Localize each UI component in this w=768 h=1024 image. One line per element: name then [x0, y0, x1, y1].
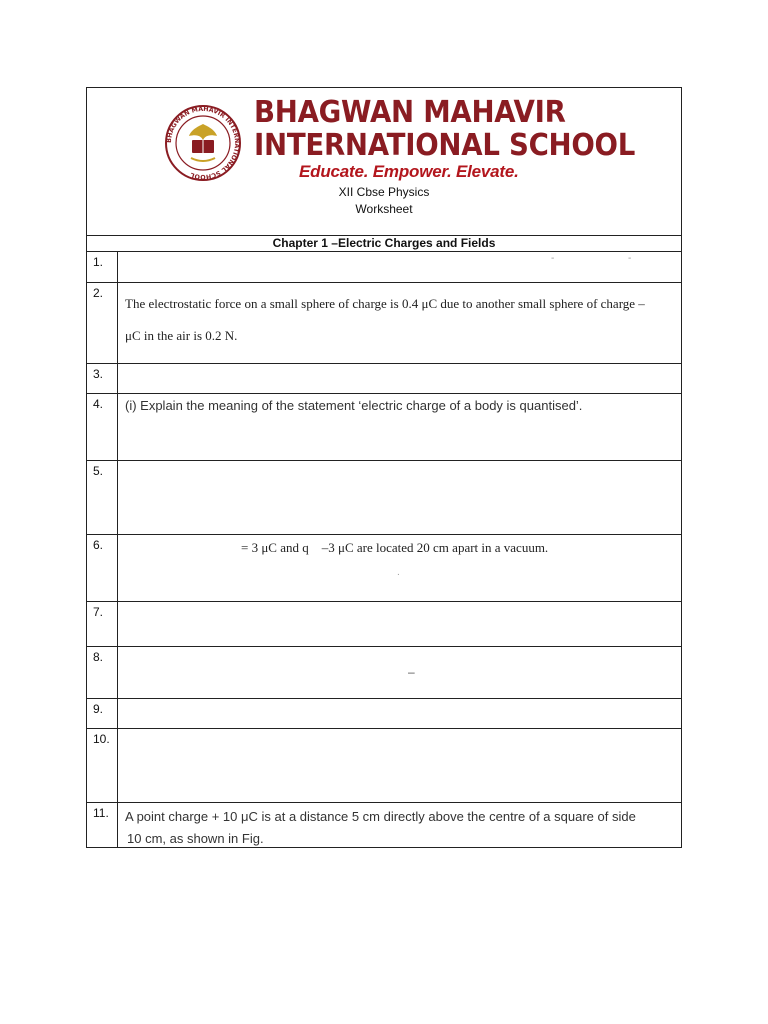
question-row-2: [87, 283, 681, 364]
question-text: 10 cm, as shown in Fig.: [127, 831, 264, 846]
question-number: 2.: [87, 283, 118, 363]
question-text: (i) Explain the meaning of the statement ‘electric charge of a body is quantised’.: [125, 398, 583, 413]
faint-mark: -: [551, 253, 555, 264]
school-tagline: Educate. Empower. Elevate.: [299, 162, 519, 181]
question-row-4: [87, 394, 681, 461]
school-name: [254, 96, 635, 162]
question-text: μC in the air is 0.2 N.: [125, 328, 238, 343]
question-row-7: [87, 602, 681, 647]
worksheet-header: [87, 88, 681, 236]
question-number: 9.: [87, 699, 118, 728]
question-number: 11.: [87, 803, 118, 847]
question-number: 3.: [87, 364, 118, 393]
question-number: 8.: [87, 647, 118, 698]
worksheet-label: Worksheet: [355, 202, 413, 216]
class-subject-label: XII Cbse Physics: [338, 185, 430, 199]
question-number: 7.: [87, 602, 118, 646]
question-number: 1.: [87, 252, 118, 282]
faint-mark: –: [408, 665, 415, 679]
question-text: A point charge + 10 μC is at a distance 5 cm directly above the centre of a square of side: [125, 809, 636, 824]
question-row-9: [87, 699, 681, 729]
faint-mark: .: [397, 567, 400, 578]
question-row-10: [87, 729, 681, 803]
worksheet-table: [86, 87, 682, 848]
school-name-line1: BHAGWAN MAHAVIR: [254, 95, 566, 130]
question-row-8: [87, 647, 681, 699]
question-row-5: [87, 461, 681, 535]
chapter-title: Chapter 1 –Electric Charges and Fields: [87, 236, 681, 252]
crest-ring-text: BHAGWAN MAHAVIR INTERNATIONAL SCHOOL: [165, 105, 241, 181]
faint-mark: -: [628, 253, 632, 264]
question-number: 5.: [87, 461, 118, 534]
question-row-1: [87, 252, 681, 283]
question-text: The electrostatic force on a small sphere of charge is 0.4 μC due to another small sphere of charge –: [125, 296, 645, 311]
question-text: = 3 μC and q –3 μC are located 20 cm apart in a vacuum.: [241, 540, 549, 555]
question-number: 6.: [87, 535, 118, 601]
question-row-6: [87, 535, 681, 602]
question-row-3: [87, 364, 681, 394]
school-name-line2: INTERNATIONAL SCHOOL: [254, 128, 636, 163]
question-row-11: [87, 803, 681, 847]
school-crest-icon: [163, 100, 243, 186]
question-number: 10.: [87, 729, 118, 802]
question-number: 4.: [87, 394, 118, 460]
